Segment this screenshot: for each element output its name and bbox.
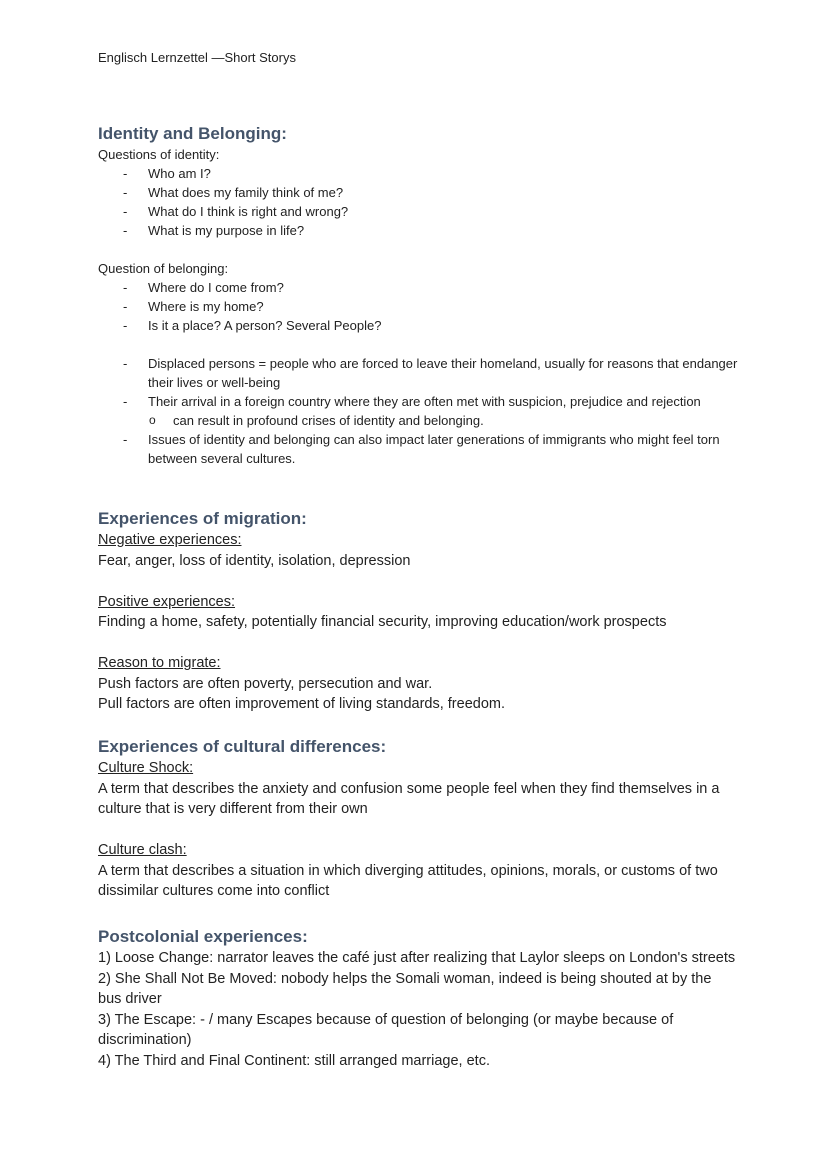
list-item: - Is it a place? A person? Several People?	[98, 316, 738, 335]
postcolonial-section	[98, 926, 738, 1071]
list-item: o can result in profound crises of identity and belonging.	[123, 411, 738, 430]
document-header: Englisch Lernzettel —Short Storys	[98, 50, 296, 65]
list-item: - Their arrival in a foreign country where they are often met with suspicion, prejudice and rejection	[98, 392, 738, 411]
culture-shock-label: Culture Shock:	[98, 760, 194, 776]
postcolonial-item: 3) The Escape: - / many Escapes because of question of belonging (or maybe because of discrimination)	[98, 1011, 674, 1048]
culture-shock-text: A term that describes the anxiety and confusion some people feel when they find themselves in a culture that is very different from their own	[98, 780, 720, 817]
list-item: - Issues of identity and belonging can also impact later generations of immigrants who might feel torn between several cultures.	[98, 430, 738, 468]
list-item: - Where is my home?	[98, 297, 738, 316]
identity-last-point-list	[98, 430, 738, 468]
postcolonial-heading: Postcolonial experiences:	[98, 927, 308, 946]
identity-points-list	[98, 354, 738, 411]
identity-subpoint-list	[123, 411, 738, 430]
pull-text: Pull factors are often improvement of living standards, freedom.	[98, 696, 505, 712]
list-item: - What does my family think of me?	[98, 183, 738, 202]
negative-text: Fear, anger, loss of identity, isolation, depression	[98, 552, 411, 569]
culture-clash-text: A term that describes a situation in which diverging attitudes, opinions, morals, or customs of two dissimilar cultures come into conflict	[98, 862, 718, 899]
positive-text: Finding a home, safety, potentially financial security, improving education/work prospects	[98, 614, 667, 630]
postcolonial-item: 2) She Shall Not Be Moved: nobody helps the Somali woman, indeed is being shouted at by the bus driver	[98, 970, 712, 1007]
reason-label: Reason to migrate:	[98, 655, 221, 671]
culture-clash-label: Culture clash:	[98, 842, 187, 858]
belonging-questions-label: Question of belonging:	[98, 261, 229, 276]
identity-heading: Identity and Belonging:	[98, 124, 287, 143]
identity-questions-label: Questions of identity:	[98, 147, 220, 162]
list-item: - Where do I come from?	[98, 278, 738, 297]
belonging-questions-list	[98, 278, 738, 335]
list-item: - What do I think is right and wrong?	[98, 202, 738, 221]
list-item: - What is my purpose in life?	[98, 221, 738, 240]
cultural-heading: Experiences of cultural differences:	[98, 737, 387, 756]
migration-section	[98, 508, 738, 715]
cultural-section	[98, 736, 738, 902]
postcolonial-item: 1) Loose Change: narrator leaves the café just after realizing that Laylor sleeps on London's streets	[98, 950, 736, 966]
list-item: - Displaced persons = people who are forced to leave their homeland, usually for reasons that endanger their lives or well-being	[98, 354, 738, 392]
push-text: Push factors are often poverty, persecution and war.	[98, 675, 433, 692]
identity-section	[98, 123, 738, 468]
list-item: - Who am I?	[98, 164, 738, 183]
positive-label: Positive experiences:	[98, 593, 236, 610]
postcolonial-item: 4) The Third and Final Continent: still arranged marriage, etc.	[98, 1052, 490, 1069]
negative-label: Negative experiences:	[98, 532, 242, 548]
identity-questions-list	[98, 164, 738, 240]
migration-heading: Experiences of migration:	[98, 509, 307, 528]
